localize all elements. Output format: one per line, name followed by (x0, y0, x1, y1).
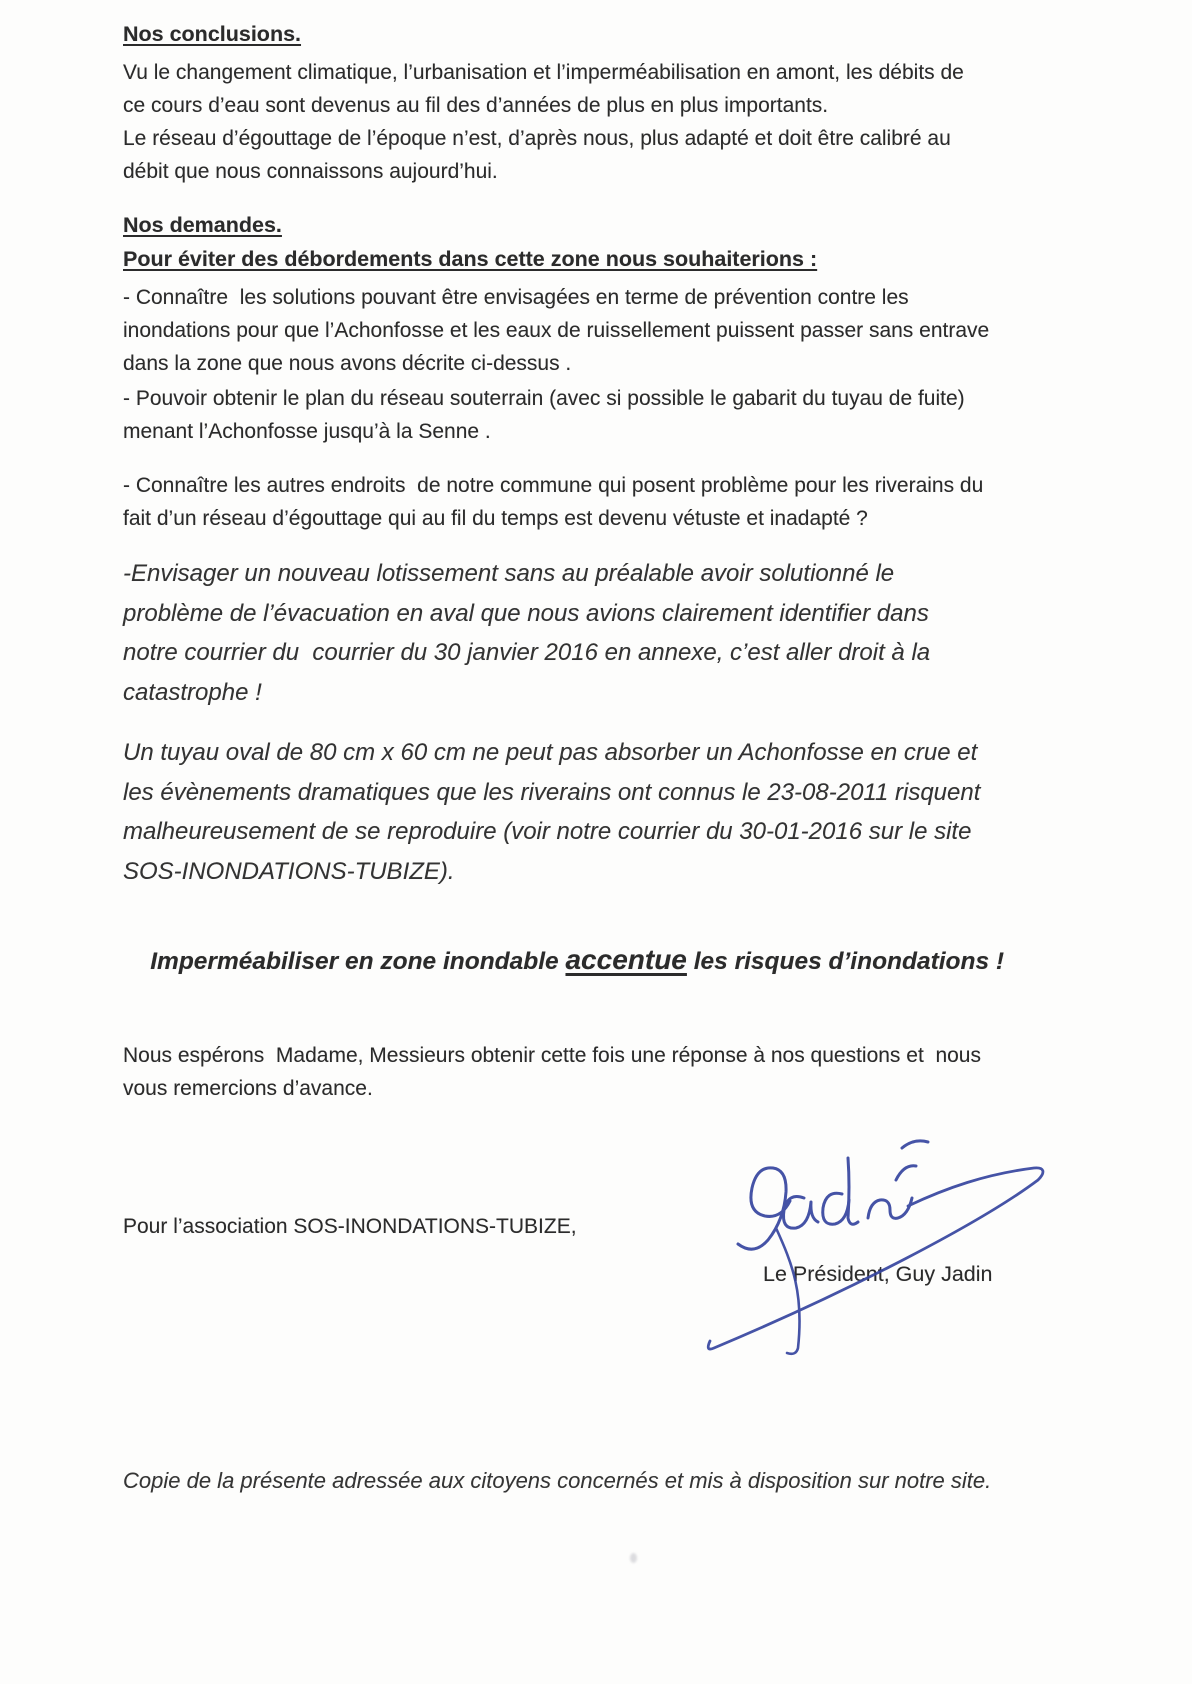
text-line: SOS-INONDATIONS-TUBIZE). (123, 857, 455, 885)
signer-name: Le Président, Guy Jadin (763, 1262, 993, 1286)
scan-speck (630, 1553, 637, 1563)
text-line: les évènements dramatiques que les riverains ont connus le 23-08-2011 risquent (123, 778, 981, 806)
text-line: - Pouvoir obtenir le plan du réseau souterrain (avec si possible le gabarit du tuyau de fuite) (123, 387, 965, 410)
slogan-pre: Imperméabiliser en zone inondable (150, 948, 566, 975)
text-line: ce cours d’eau sont devenus au fil des d’années de plus en plus importants. (123, 94, 829, 117)
demandes-bullet-3 (123, 469, 983, 535)
demandes-bullet-1 (123, 281, 989, 380)
text-line: menant l’Achonfosse jusqu’à la Senne . (123, 420, 491, 443)
text-line: problème de l’évacuation en aval que nous avions clairement identifier dans (123, 599, 929, 627)
on-behalf-line: Pour l’association SOS-INONDATIONS-TUBIZE, (123, 1215, 577, 1238)
signature-dash-stroke (902, 1141, 928, 1148)
footer-copy-note: Copie de la présente adressée aux citoyens concernés et mis à disposition sur notre site. (123, 1468, 992, 1493)
text-line: Le réseau d’égouttage de l’époque n’est, d’après nous, plus adapté et doit être calibré au (123, 127, 951, 150)
text-line: dans la zone que nous avons décrite ci-dessus . (123, 352, 572, 375)
closing-paragraph (123, 1039, 981, 1105)
text-line: Nous espérons Madame, Messieurs obtenir cette fois une réponse à nos questions et nous (123, 1044, 981, 1067)
text-line: inondations pour que l’Achonfosse et les eaux de ruissellement puissent passer sans entrave (123, 319, 990, 342)
text-line: - Connaître les autres endroits de notre commune qui posent problème pour les riverains du (123, 474, 984, 497)
text-line: -Envisager un nouveau lotissement sans au préalable avoir solutionné le (123, 560, 895, 587)
demandes-bullet-2 (123, 382, 965, 448)
text-line: Un tuyau oval de 80 cm x 60 cm ne peut pas absorber un Achonfosse en crue et (123, 739, 978, 766)
text-line: malheureusement de se reproduire (voir notre courrier du 30-01-2016 sur le site (123, 818, 972, 845)
slogan-post: les risques d’inondations ! (686, 948, 1005, 975)
text-line: fait d’un réseau d’égouttage qui au fil du temps est devenu vétuste et inadapté ? (123, 507, 868, 530)
text-line: Vu le changement climatique, l’urbanisation et l’imperméabilisation en amont, les débits de (123, 61, 964, 84)
signature-flourish-stroke (708, 1168, 1043, 1349)
demandes-subheading: Pour éviter des débordements dans cette zone nous souhaiterions : (123, 247, 818, 271)
signature-descender-stroke (776, 1228, 800, 1354)
text-line: - Connaître les solutions pouvant être envisagées en terme de prévention contre les (123, 286, 909, 309)
conclusions-paragraph (123, 56, 964, 188)
text-line: notre courrier du courrier du 30 janvier 2016 en annexe, c’est aller droit à la (123, 639, 931, 666)
warning-lotissement-paragraph (123, 554, 930, 712)
signature-name-stroke (738, 1168, 790, 1249)
slogan-line (123, 916, 1004, 1004)
warning-tuyau-paragraph (123, 733, 980, 891)
text-line: vous remercions d’avance. (123, 1077, 373, 1100)
slogan-emphasis: accentue (565, 944, 687, 975)
conclusions-heading: Nos conclusions. (123, 22, 302, 46)
text-line: catastrophe ! (123, 678, 262, 706)
text-line: débit que nous connaissons aujourd’hui. (123, 160, 498, 183)
demandes-heading: Nos demandes. (123, 213, 282, 237)
